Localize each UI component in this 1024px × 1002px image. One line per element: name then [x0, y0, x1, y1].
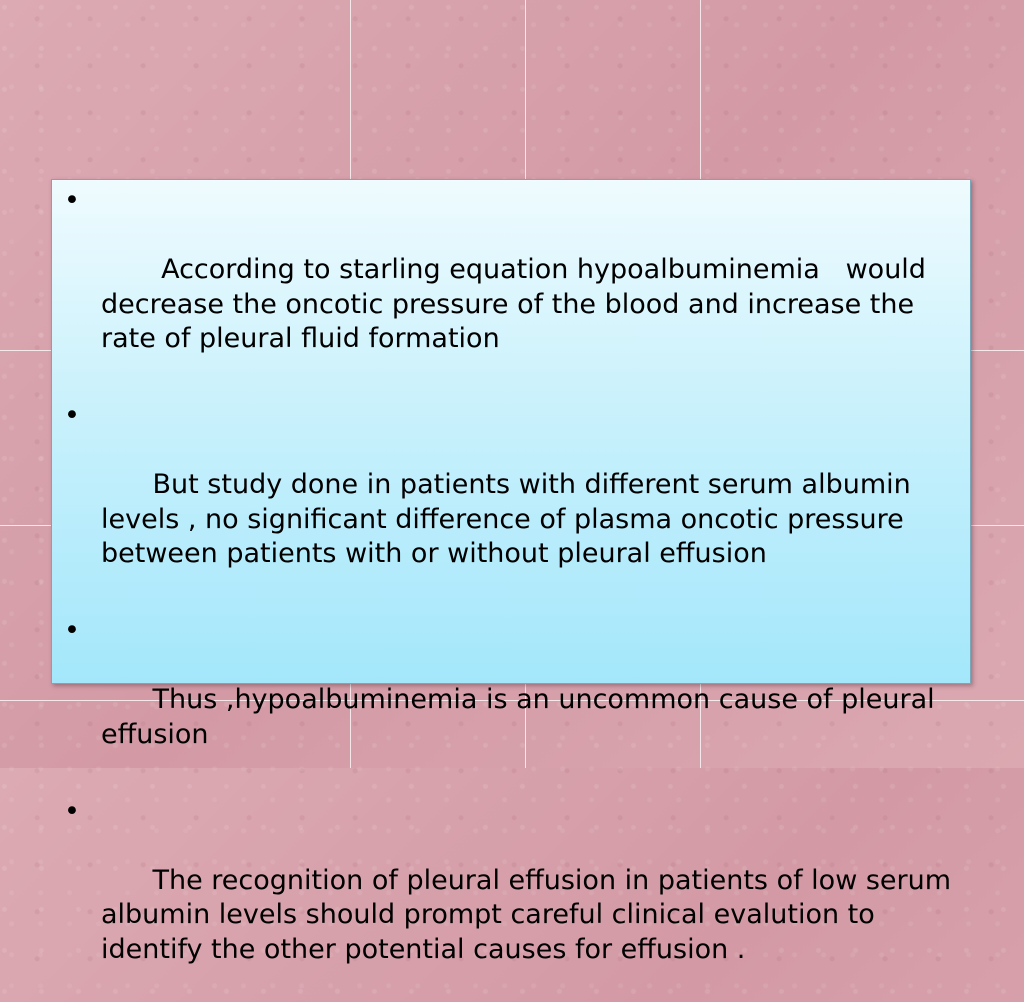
bullet-item [62, 399, 956, 606]
bullet-list [62, 184, 960, 1002]
bullet-dot-icon: • [64, 795, 80, 827]
bullet-item [62, 614, 956, 787]
bullet-text: The recognition of pleural effusion in patients of low serum albumin levels should prompt careful clinical evalution to identify the other potential causes for effusion . [101, 864, 960, 965]
bullet-dot-icon: • [64, 185, 80, 216]
bullet-dot-icon: • [64, 400, 80, 431]
bullet-text: According to starling equation hypoalbuminemia would decrease the oncotic pressure of the blood and increase the rate of pleural fluid formation [101, 254, 935, 354]
bullet-text: Thus ,hypoalbuminemia is an uncommon cause of pleural effusion [101, 684, 944, 750]
content-box [51, 179, 971, 965]
bullet-text: But study done in patients with different serum albumin levels , no significant difference of plasma oncotic pressure between patients with or without pleural effusion [101, 469, 920, 569]
bullet-item [62, 184, 956, 391]
bullet-dot-icon: • [64, 615, 80, 646]
bullet-item [62, 795, 960, 1002]
